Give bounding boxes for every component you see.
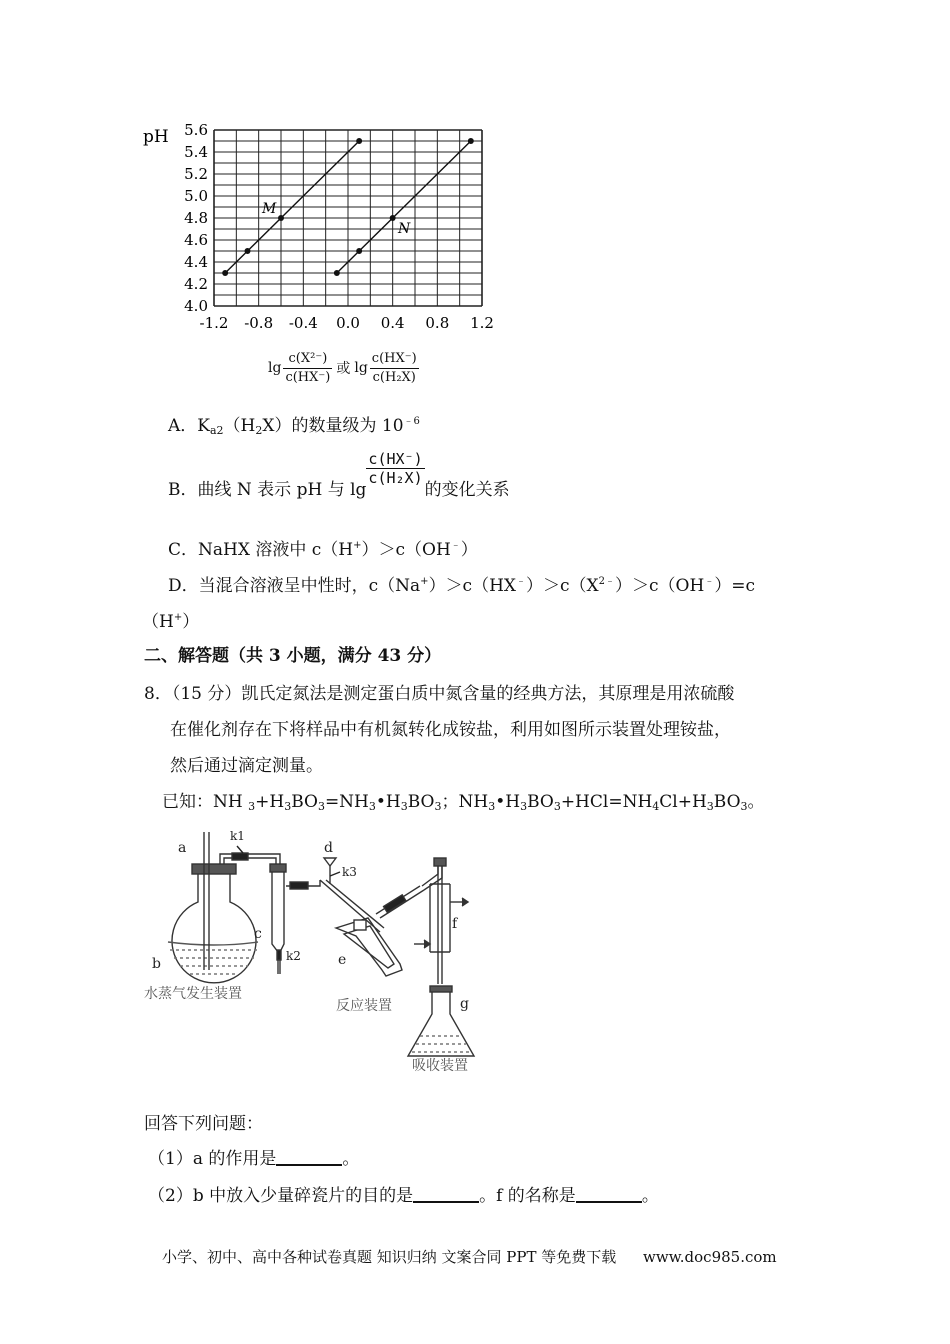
known-subscript: 3 [284,800,292,813]
y-tick-label: 5.2 [184,165,208,183]
option-d-s1: + [420,576,429,587]
x-axis-lg-2: lg [354,360,368,376]
known-subscript: 3 [706,800,714,813]
y-tick-label: 5.0 [184,187,208,205]
known-text: Cl+H [659,792,707,812]
option-c-t1: C．NaHX 溶液中 c（H [168,540,354,560]
condenser-f [414,858,468,984]
option-d-s3: 2﹣ [598,576,616,587]
caption-reaction: 反应装置 [336,998,392,1014]
known-subscript: 3 [400,800,408,813]
known-prefix: 已知：NH [162,792,243,812]
option-c-s2: ﹣ [450,540,461,551]
known-text: BO [713,792,741,812]
option-d-l2a: （H [142,612,174,632]
known-text: +H [255,792,285,812]
x-axis-fraction-2 [370,350,419,387]
data-point-m [278,215,284,221]
y-tick-label: 4.4 [184,253,208,271]
x-axis-num-2: c(HX⁻) [370,350,419,369]
label-k3: k3 [342,865,357,879]
caption-absorb: 吸收装置 [412,1058,468,1074]
option-b-num: c(HX⁻) [368,450,423,468]
known-text: =NH [324,792,369,812]
option-c-t3: ） [460,540,478,560]
option-d-t3: ）＞c（X [526,576,599,596]
option-d-l2sup: + [173,612,183,623]
option-a-sub2: 2 [255,424,263,437]
y-tick-label: 5.4 [184,143,208,161]
known-text: 。 [747,792,765,812]
known-subscript: 3 [488,800,496,813]
footer-left: 小学、初中、高中各种试卷真题 知识归纳 文案合同 PPT 等免费下载 [162,1248,617,1266]
q1-answer-blank[interactable] [276,1148,342,1166]
known-subscript: 3 [317,800,325,813]
option-d-t4: ）＞c（OH [615,576,705,596]
label-k2: k2 [286,949,301,963]
option-a-sub1: a2 [209,424,224,437]
x-axis-label [268,344,419,392]
x-tick-label: 0.4 [380,314,405,332]
label-a: a [178,840,187,856]
data-point-n [390,215,396,221]
caption-steam: 水蒸气发生装置 [144,986,242,1002]
option-b-fraction [366,450,424,487]
apparatus-diagram [140,824,560,1079]
section-title: 二、解答题（共 3 小题，满分 43 分） [144,646,442,666]
option-d-l2b: ） [182,612,200,632]
question-1 [148,1147,359,1171]
option-d-t5: ）=c [714,576,756,596]
x-axis-num-1: c(X²⁻) [283,350,332,369]
x-tick-label: -0.8 [244,314,274,332]
footer [162,1246,777,1267]
x-axis-den-1: c(HX⁻) [285,369,331,385]
known-subscript: 3 [740,800,748,813]
q2-text: （2）b 中放入少量碎瓷片的目的是 [148,1186,414,1206]
q1-end: 。 [342,1149,360,1169]
known-subscript: 4 [652,800,660,813]
y-tick-label: 5.6 [184,121,208,139]
x-axis-or: 或 [336,361,351,377]
q2-end: 。 [641,1186,659,1206]
label-b: b [152,956,161,972]
label-c: c [254,926,262,942]
footer-link[interactable]: www.doc985.com [643,1248,777,1266]
option-a-prefix: A．K [168,416,210,436]
data-point-n [468,138,474,144]
q8-known [162,790,765,819]
x-tick-label: 0.0 [336,314,360,332]
known-subscript: 3 [248,800,256,813]
q1-text: （1）a 的作用是 [148,1149,277,1169]
y-tick-label: 4.0 [184,297,208,315]
label-k1: k1 [230,829,245,843]
data-point-m [356,138,362,144]
y-tick-label: 4.8 [184,209,208,227]
option-a-mid: （H [223,416,256,436]
known-text: BO [527,792,554,812]
data-point-n [334,270,340,276]
known-subscript: 3 [368,800,376,813]
known-text: BO [291,792,318,812]
option-b-end: 的变化关系 [424,480,510,500]
label-e: e [338,952,347,968]
option-d-s2: ﹣ [516,576,527,587]
data-point-n [356,248,362,254]
known-text: BO [407,792,435,812]
label-f: f [452,916,458,932]
known-subscript: 3 [434,800,442,813]
option-d [168,570,755,598]
x-tick-label: -1.2 [199,314,229,332]
label-n: N [398,221,411,237]
label-d: d [324,840,333,856]
known-text: ；NH [441,792,489,812]
known-subscript: 3 [520,800,528,813]
known-text: •H [495,792,521,812]
question-2 [148,1184,659,1208]
q8-line1: 8．（15 分）凯氏定氮法是测定蛋白质中氮含量的经典方法，其原理是用浓硫酸 [144,684,735,704]
x-axis-lg-1: lg [268,360,282,376]
option-c [168,534,478,562]
q2-mid: 。f 的名称是 [479,1186,576,1206]
data-point-m [222,270,228,276]
option-d-t1: D．当混合溶液呈中性时，c（Na [168,576,421,596]
x-tick-label: 0.8 [425,314,450,332]
option-a [168,410,420,443]
y-tick-label: 4.6 [184,231,208,249]
clip-k1 [232,846,248,860]
option-a-sup: ﹣6 [403,416,420,427]
label-g: g [460,996,469,1012]
questions-intro: 回答下列问题： [144,1114,263,1134]
x-tick-label: 1.2 [470,314,494,332]
y-tick-label: 4.2 [184,275,208,293]
q2-answer-blank-2[interactable] [576,1185,642,1203]
data-point-m [245,248,251,254]
x-axis-den-2: c(H₂X) [372,369,416,385]
q8-line2: 在催化剂存在下将样品中有机氮转化成铵盐，利用如图所示装置处理铵盐， [170,720,731,740]
q8-line3: 然后通过滴定测量。 [170,756,323,776]
option-b-den: c(H₂X) [368,469,423,487]
option-a-end: X）的数量级为 10 [262,416,404,436]
option-b-prefix: B．曲线 N 表示 pH 与 lg [168,480,367,500]
x-tick-label: -0.4 [288,314,318,332]
option-d-t2: ）＞c（HX [428,576,517,596]
known-text: +HCl=NH [560,792,653,812]
q2-answer-blank-1[interactable] [413,1185,479,1203]
label-m: M [262,201,277,217]
option-c-s1: + [353,540,362,551]
known-subscript: 3 [553,800,561,813]
known-text: •H [375,792,401,812]
option-d-line2 [142,606,199,634]
option-c-t2: ）＞c（OH [361,540,451,560]
option-b [168,450,510,504]
y-axis-label: pH [143,127,169,147]
option-d-s4: ﹣ [704,576,715,587]
x-axis-fraction-1 [283,350,332,387]
apparatus-svg [140,824,560,1079]
